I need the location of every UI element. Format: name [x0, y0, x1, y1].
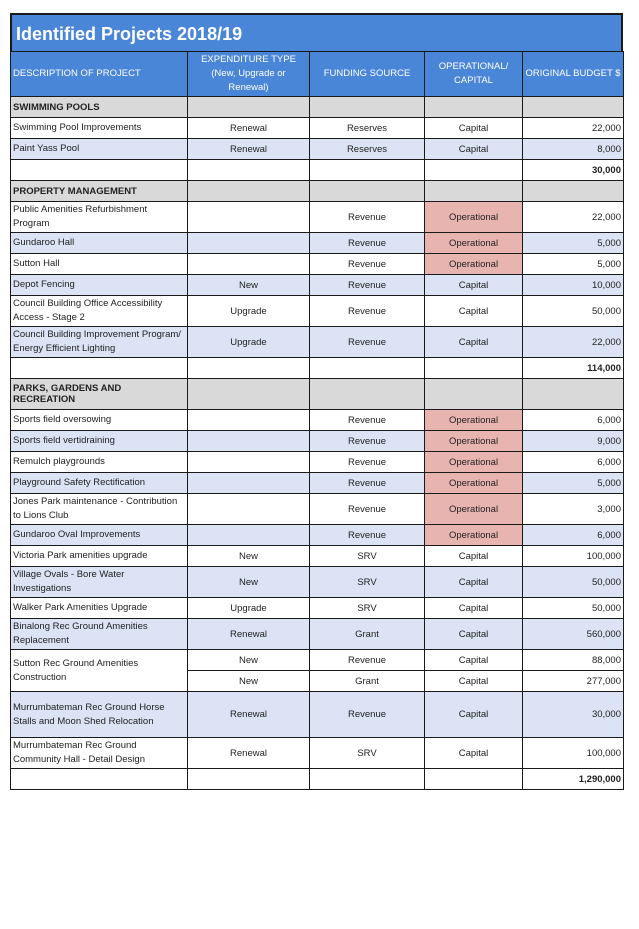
total-row — [11, 160, 624, 181]
row-type — [188, 473, 310, 494]
row-description: Sports field oversowing — [11, 410, 188, 431]
total-row — [11, 769, 624, 790]
row-budget: 88,000 — [523, 650, 624, 671]
row-funding: SRV — [310, 738, 425, 769]
row-budget: 3,000 — [523, 494, 624, 525]
row-capital: Capital — [425, 650, 523, 671]
row-funding: Grant — [310, 671, 425, 692]
row-capital: Capital — [425, 546, 523, 567]
row-type — [188, 410, 310, 431]
row-budget: 22,000 — [523, 118, 624, 139]
table-row — [11, 738, 624, 769]
table-row — [11, 598, 624, 619]
table-row — [11, 546, 624, 567]
table-row — [11, 202, 624, 233]
row-operational: Operational — [425, 254, 523, 275]
header-row — [11, 52, 624, 97]
row-operational: Operational — [425, 494, 523, 525]
row-funding: Reserves — [310, 139, 425, 160]
row-capital: Capital — [425, 738, 523, 769]
row-type: Upgrade — [188, 598, 310, 619]
table-row — [11, 233, 624, 254]
row-funding: Revenue — [310, 525, 425, 546]
section-title: SWIMMING POOLS — [11, 97, 188, 118]
row-capital: Capital — [425, 296, 523, 327]
row-type — [188, 452, 310, 473]
table-row — [11, 296, 624, 327]
row-operational: Operational — [425, 202, 523, 233]
row-budget: 100,000 — [523, 738, 624, 769]
row-funding: Revenue — [310, 431, 425, 452]
row-type — [188, 254, 310, 275]
row-type — [188, 525, 310, 546]
row-funding: Revenue — [310, 650, 425, 671]
row-capital: Capital — [425, 567, 523, 598]
row-budget: 560,000 — [523, 619, 624, 650]
row-funding: SRV — [310, 598, 425, 619]
row-type: Renewal — [188, 118, 310, 139]
row-description: Walker Park Amenities Upgrade — [11, 598, 188, 619]
row-budget: 100,000 — [523, 546, 624, 567]
section-row — [11, 97, 624, 118]
table-row — [11, 118, 624, 139]
row-funding: Revenue — [310, 254, 425, 275]
row-type: New — [188, 275, 310, 296]
row-budget: 6,000 — [523, 452, 624, 473]
row-capital: Capital — [425, 118, 523, 139]
section-row — [11, 181, 624, 202]
row-description: Sutton Hall — [11, 254, 188, 275]
row-description: Binalong Rec Ground Amenities Replacement — [11, 619, 188, 650]
table-row — [11, 275, 624, 296]
section-total: 30,000 — [523, 160, 624, 181]
row-budget: 50,000 — [523, 567, 624, 598]
section-total: 114,000 — [523, 358, 624, 379]
row-description: Sutton Rec Ground Amenities Construction — [11, 650, 188, 692]
projects-table — [10, 51, 624, 790]
row-type: New — [188, 650, 310, 671]
row-funding: Revenue — [310, 296, 425, 327]
grand-total: 1,290,000 — [523, 769, 624, 790]
row-budget: 8,000 — [523, 139, 624, 160]
row-type: New — [188, 671, 310, 692]
row-description: Swimming Pool Improvements — [11, 118, 188, 139]
row-operational: Operational — [425, 431, 523, 452]
row-type — [188, 494, 310, 525]
row-description: Jones Park maintenance - Contribution to Lions Club — [11, 494, 188, 525]
header-budget: ORIGINAL BUDGET $ — [523, 52, 624, 97]
table-row — [11, 567, 624, 598]
row-capital: Capital — [425, 619, 523, 650]
table-row — [11, 254, 624, 275]
row-capital: Capital — [425, 692, 523, 738]
row-capital: Capital — [425, 139, 523, 160]
row-description: Sports field vertidraining — [11, 431, 188, 452]
table-row — [11, 619, 624, 650]
row-operational: Operational — [425, 233, 523, 254]
row-budget: 22,000 — [523, 327, 624, 358]
table-row — [11, 494, 624, 525]
row-capital: Capital — [425, 671, 523, 692]
table-row — [11, 452, 624, 473]
row-description: Gundaroo Oval Improvements — [11, 525, 188, 546]
row-description: Playground Safety Rectification — [11, 473, 188, 494]
row-funding: Revenue — [310, 692, 425, 738]
section-row — [11, 379, 624, 410]
row-description: Village Ovals - Bore Water Investigations — [11, 567, 188, 598]
row-funding: Reserves — [310, 118, 425, 139]
row-funding: SRV — [310, 546, 425, 567]
row-budget: 5,000 — [523, 473, 624, 494]
total-row — [11, 358, 624, 379]
header-operational: OPERATIONAL/ CAPITAL — [425, 52, 523, 97]
row-type: Renewal — [188, 738, 310, 769]
row-budget: 22,000 — [523, 202, 624, 233]
row-description: Remulch playgrounds — [11, 452, 188, 473]
row-funding: Revenue — [310, 327, 425, 358]
row-budget: 50,000 — [523, 296, 624, 327]
table-row — [11, 473, 624, 494]
row-funding: Revenue — [310, 233, 425, 254]
row-budget: 6,000 — [523, 525, 624, 546]
row-type: New — [188, 546, 310, 567]
table-row — [11, 327, 624, 358]
table-row — [11, 139, 624, 160]
row-budget: 30,000 — [523, 692, 624, 738]
row-funding: Revenue — [310, 452, 425, 473]
row-description: Depot Fencing — [11, 275, 188, 296]
row-description: Paint Yass Pool — [11, 139, 188, 160]
table-row — [11, 650, 624, 671]
row-type: Upgrade — [188, 327, 310, 358]
table-row — [11, 431, 624, 452]
row-type: Upgrade — [188, 296, 310, 327]
row-type: New — [188, 567, 310, 598]
row-operational: Operational — [425, 473, 523, 494]
row-operational: Operational — [425, 525, 523, 546]
row-type: Renewal — [188, 619, 310, 650]
row-funding: Revenue — [310, 473, 425, 494]
header-expenditure: EXPENDITURE TYPE (New, Upgrade or Renewal) — [188, 52, 310, 97]
row-description: Public Amenities Refurbishment Program — [11, 202, 188, 233]
row-budget: 5,000 — [523, 233, 624, 254]
row-capital: Capital — [425, 275, 523, 296]
row-funding: Revenue — [310, 494, 425, 525]
row-operational: Operational — [425, 452, 523, 473]
row-description: Victoria Park amenities upgrade — [11, 546, 188, 567]
row-type — [188, 431, 310, 452]
row-funding: Revenue — [310, 275, 425, 296]
row-type: Renewal — [188, 139, 310, 160]
row-type — [188, 202, 310, 233]
row-funding: Revenue — [310, 202, 425, 233]
row-description: Council Building Improvement Program/ Energy Efficient Lighting — [11, 327, 188, 358]
table-row — [11, 525, 624, 546]
section-title: PARKS, GARDENS AND RECREATION — [11, 379, 188, 410]
row-budget: 5,000 — [523, 254, 624, 275]
table-title: Identified Projects 2018/19 — [10, 13, 623, 51]
header-funding: FUNDING SOURCE — [310, 52, 425, 97]
row-budget: 6,000 — [523, 410, 624, 431]
row-funding: SRV — [310, 567, 425, 598]
section-title: PROPERTY MANAGEMENT — [11, 181, 188, 202]
row-budget: 10,000 — [523, 275, 624, 296]
row-budget: 277,000 — [523, 671, 624, 692]
row-type: Renewal — [188, 692, 310, 738]
row-operational: Operational — [425, 410, 523, 431]
row-capital: Capital — [425, 327, 523, 358]
row-budget: 9,000 — [523, 431, 624, 452]
table-row — [11, 410, 624, 431]
row-description: Gundaroo Hall — [11, 233, 188, 254]
row-funding: Revenue — [310, 410, 425, 431]
row-type — [188, 233, 310, 254]
row-description: Council Building Office Accessibility Access - Stage 2 — [11, 296, 188, 327]
projects-table-container — [10, 13, 623, 790]
row-budget: 50,000 — [523, 598, 624, 619]
table-row — [11, 692, 624, 738]
row-funding: Grant — [310, 619, 425, 650]
row-description: Murrumbateman Rec Ground Community Hall - Detail Design — [11, 738, 188, 769]
row-capital: Capital — [425, 598, 523, 619]
row-description: Murrumbateman Rec Ground Horse Stalls and Moon Shed Relocation — [11, 692, 188, 738]
header-description: DESCRIPTION OF PROJECT — [11, 52, 188, 97]
